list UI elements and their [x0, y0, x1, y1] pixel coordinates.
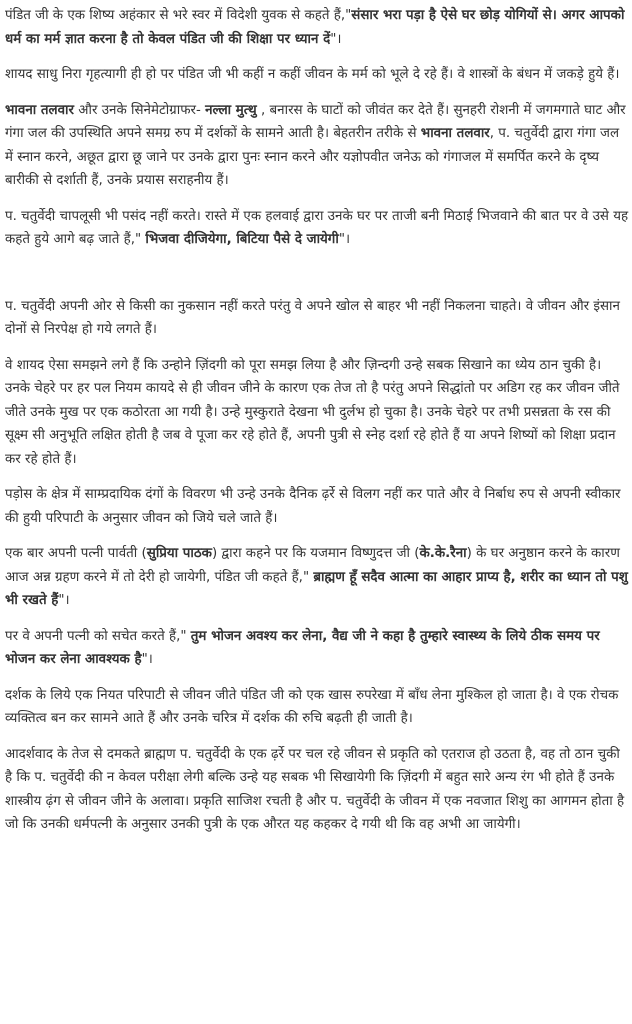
text-segment: प. चतुर्वेदी अपनी ओर से किसी का नुकसान नहीं करते परंतु वे अपने खोल से बाहर भी नहीं निकलना चाहते। वे जीवन और इंसान दोनों से निरपेक्ष हो गये लगते हैं। — [5, 298, 620, 337]
text-segment: वे शायद ऐसा समझने लगे हैं कि उन्होने ज़िंदगी को पूरा समझ लिया है और ज़िन्दगी उन्हे सबक सिखाने का ध्येय ठान चुकी है। उनके चेहरे पर हर पल नियम कायदे से ही जीवन जीने के कारण एक तेज तो है परंतु अपने सिद्धांतो पर अडिग रह कर जीवन जीते जीते उनके मुख पर एक कठोरता आ गयी है। उन्हे मुस्कुराते देखना भी दुर्लभ हो चुका है। उनके चेहरे पर तभी प्रसन्नता के रस की सूक्ष्म सी अनुभूति लक्षित होती है जब वे पूजा कर रहे होते हैं, अपनी पुत्री से स्नेह दर्शा रहे होते हैं या अपने शिष्यों को शिक्षा प्रदान कर रहे होते हैं। — [5, 357, 620, 467]
text-segment: प. चतुर्वेदी चापलूसी भी पसंद नहीं करते। रास्ते में एक हलवाई द्वारा उनके घर पर ताजी बनी मिठाई भिजवाने की बात पर वे उसे यह कहते हुये आगे बढ़ जाते हैं," — [5, 208, 629, 247]
paragraph-p6 — [5, 354, 630, 472]
bold-text: नल्ला मुत्थु — [205, 102, 257, 118]
text-segment: पड़ोस के क्षेत्र में साम्प्रदायिक दंगों के विवरण भी उन्हे उनके दैनिक ढ़र्रे से विलग नहीं कर पाते और वे निर्बाध रुप से अपनी स्वीकार की हुयी परिपाटी के अनुसार जीवन को जिये चले जाते हैं। — [5, 487, 621, 526]
text-segment: ) द्वारा कहने पर कि यजमान विष्णुदत्त जी ( — [211, 546, 420, 561]
paragraph-p1 — [5, 4, 630, 51]
bold-text: के.के.रैना — [419, 546, 467, 561]
bold-text: ब्राह्मण हूँ सदैव आत्मा का आहार प्राप्य है, शरीर का ध्यान तो पशु भी रखते हैं — [5, 569, 628, 608]
text-segment: और उनके सिनेमेटोग्राफर- — [74, 102, 206, 118]
text-segment: "। — [330, 31, 342, 47]
bold-text: तुम भोजन अवश्य कर लेना, वैद्य जी ने कहा है तुम्हारे स्वास्थ्य के लिये ठीक समय पर भोजन कर लेना आवश्यक है — [5, 628, 600, 667]
text-segment: "। — [141, 652, 153, 667]
bold-text: भावना तलवार — [5, 102, 74, 118]
text-segment: ) के घर अनुष्ठान करने के कारण आज अन्न ग्रहण करने में तो देरी हो जायेगी, पंडित जी कहते हैं," — [5, 546, 620, 585]
bold-text: भावना तलवार — [420, 126, 490, 141]
paragraph-p5 — [5, 295, 630, 342]
text-segment: आदर्शवाद के तेज से दमकते ब्राह्मण प. चतुर्वेदी के एक ढ़र्रे पर चल रहे जीवन से प्रकृति को एतराज हो उठता है, वह तो ठान चुकी है कि प. चतुर्वेदी की न केवल परीक्षा लेगी बल्कि उन्हे यह सबक भी सिखायेगी कि ज़िंदगी में बहुत सारे अन्य रंग भी होते हैं उनके शास्त्रीय ढ़ंग से जीवन जीने के अलावा। प्रकृति साजिश रचती है और प. चतुर्वेदी के जीवन में एक नवजात शिशु का आगमन होता है जो कि उनकी धर्मपत्नी के अनुसार उनकी पुत्री के एक औरत यह कहकर दे गयी थी कि वह अभी आ जायेगी। — [5, 746, 625, 832]
text-segment: एक बार अपनी पत्नी पार्वती ( — [5, 546, 147, 561]
paragraph-p2 — [5, 63, 630, 87]
paragraph-p8 — [5, 542, 630, 613]
paragraph-p11 — [5, 743, 630, 837]
paragraph-p7 — [5, 483, 630, 530]
paragraph-p10 — [5, 684, 630, 731]
text-segment: पंडित जी के एक शिष्य अहंकार से भरे स्वर में विदेशी युवक से कहते हैं," — [5, 8, 352, 23]
text-segment: "। — [58, 593, 70, 608]
bold-text: सुप्रिया पाठक — [146, 546, 212, 561]
text-segment: शायद साधु निरा गृहत्यागी ही हो पर पंडित जी भी कहीं न कहीं जीवन के मर्म को भूले दे रहे हैं। वे शास्त्रों के बंधन में जकड़े हुये हैं। — [5, 67, 620, 82]
paragraph-p3 — [5, 99, 630, 193]
paragraph-p9 — [5, 625, 630, 672]
text-segment: , प. चतुर्वेदी द्वारा गंगा जल में स्नान करने, अछूत द्वारा छू जाने पर उनके द्वारा पुनः स्नान करने और यज्ञोपवीत जनेऊ को गंगाजल में समर्पित करने के दृष्य बारीकी से दर्शाती हैं, उनके प्रयास सराहनीय हैं। — [5, 126, 620, 188]
text-segment: पर वे अपनी पत्नी को सचेत करते हैं," — [5, 628, 191, 644]
text-segment: "। — [338, 232, 351, 247]
paragraph-p4 — [5, 205, 630, 252]
text-segment: , बनारस के घाटों को जीवंत कर देते हैं। सुनहरी रोशनी में जगमगाते घाट और गंगा जल की उपस्थिति अपने समग्र रुप में दर्शकों के सामने आती है। बेहतरीन तरीके से — [5, 102, 626, 141]
bold-text: भिजवा दीजियेगा, बिटिया पैसे दे जायेगी — [145, 232, 339, 247]
text-segment: दर्शक के लिये एक नियत परिपाटी से जीवन जीते पंडित जी को एक खास रुपरेखा में बाँध लेना मुश्किल हो जाता है। वे एक रोचक व्यक्तित्व बन कर सामने आते हैं और उनके चरित्र में दर्शक की रुचि बढ़ती ही जाती है। — [5, 687, 619, 726]
bold-text: संसार भरा पड़ा है ऐसे घर छोड़ योगियों से। अगर आपको धर्म का मर्म ज्ञात करना है तो केवल पंडित जी की शिक्षा पर ध्यान दें — [5, 8, 625, 47]
